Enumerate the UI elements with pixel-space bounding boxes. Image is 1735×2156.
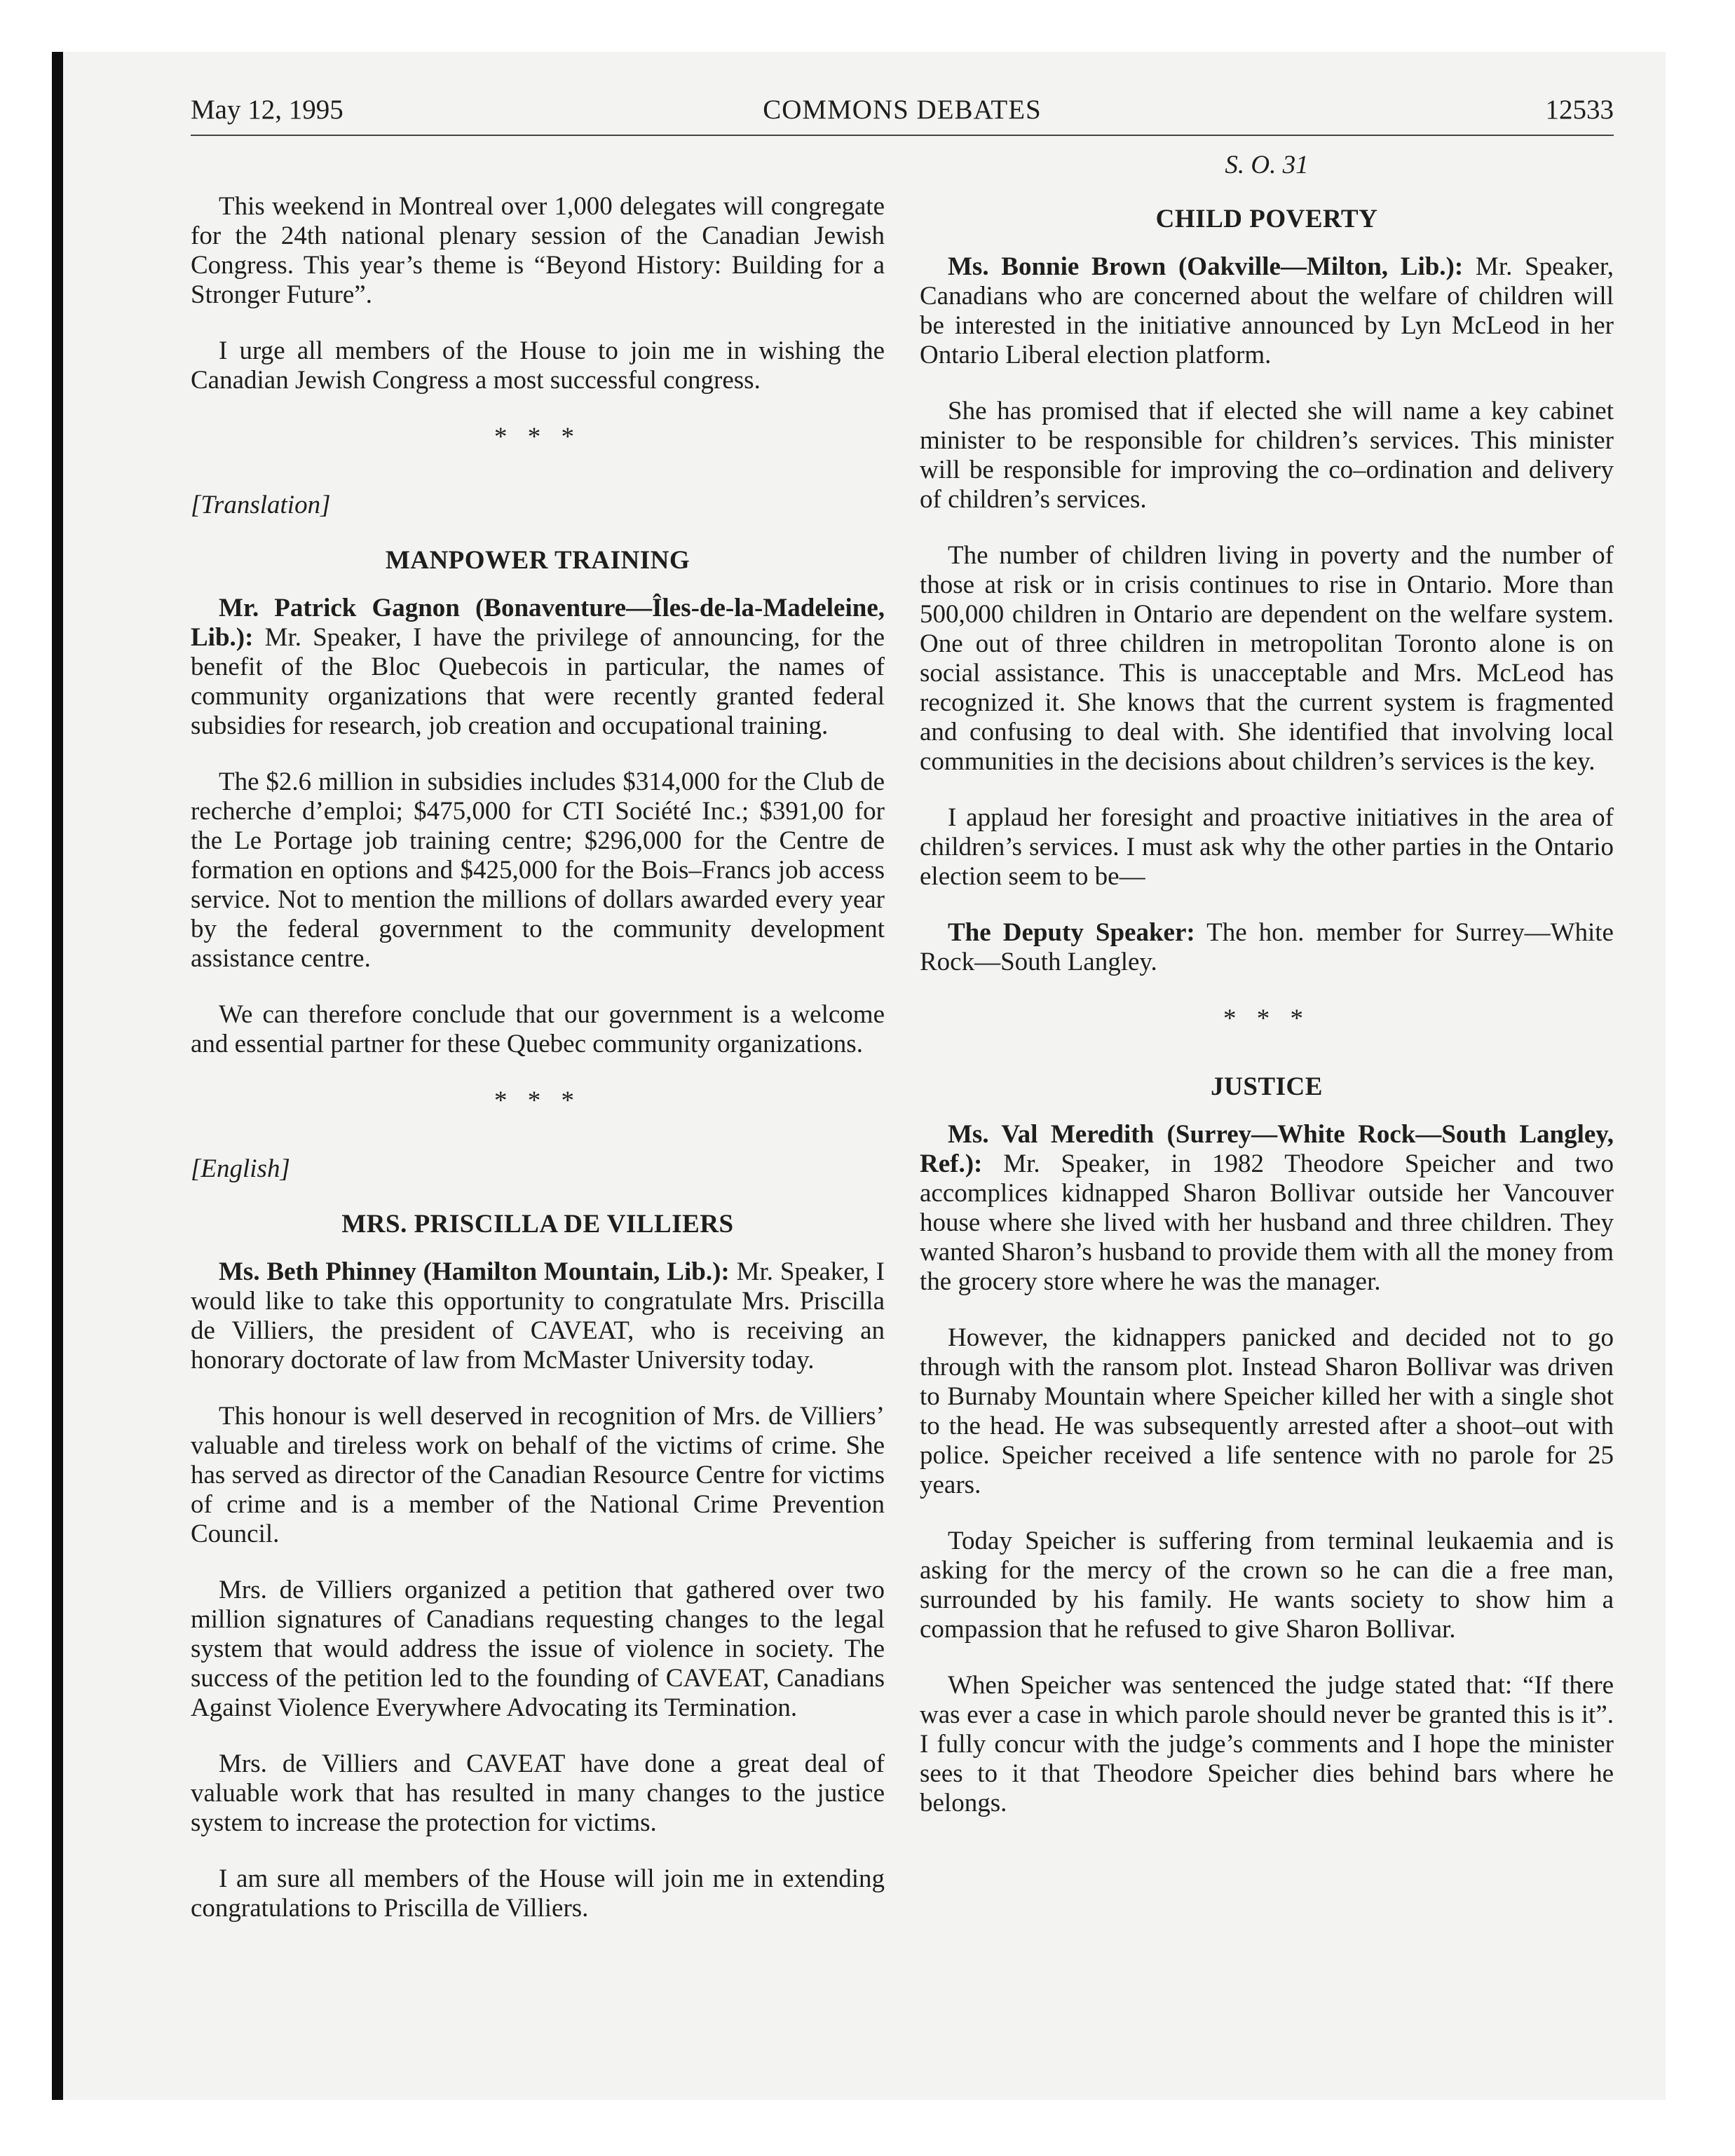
paragraph: This weekend in Montreal over 1,000 delegates will congregate for the 24th national plenary session of the Canadian Jewish Congress. This year’s theme is “Beyond History: Building for a Stronger Future”. bbox=[191, 192, 885, 309]
header-page-number: 12533 bbox=[1545, 95, 1614, 125]
section-heading: MANPOWER TRAINING bbox=[385, 546, 690, 575]
speech-paragraph bbox=[191, 594, 885, 741]
paragraph: We can therefore conclude that our government is a welcome and essential partner for these Quebec community organizations. bbox=[191, 1000, 885, 1058]
paragraph: When Speicher was sentenced the judge stated that: “If there was ever a case in which parole should never be granted this is it”. I fully concur with the judge’s comments and I hope the minister sees to it that Theodore Speicher dies behind bars where he belongs. bbox=[920, 1671, 1614, 1817]
speech-text: Mr. Speaker, in 1982 Theodore Speicher and two accomplices kidnapped Sharon Bollivar outside her Vancouver house where she lived with her husband and three children. They wanted Sharon’s husband to provide them with all the money from the grocery store where he was the manager. bbox=[920, 1149, 1614, 1296]
right-column bbox=[920, 150, 1614, 1845]
speech-paragraph bbox=[920, 918, 1614, 977]
speaker-name: Ms. Bonnie Brown (Oakville—Milton, Lib.): bbox=[948, 252, 1464, 281]
standing-order-label: S. O. 31 bbox=[1225, 151, 1309, 179]
paragraph: Mrs. de Villiers and CAVEAT have done a great deal of valuable work that has resulted in many changes to the justice system to increase the protection for victims. bbox=[191, 1749, 885, 1837]
section-heading: JUSTICE bbox=[1211, 1072, 1323, 1101]
section-separator: * * * bbox=[494, 423, 581, 451]
section-separator: * * * bbox=[494, 1086, 581, 1115]
header-date: May 12, 1995 bbox=[191, 95, 343, 125]
speaker-name: Ms. Beth Phinney (Hamilton Mountain, Lib.): bbox=[219, 1257, 730, 1286]
speaker-name: Mr. Patrick Gagnon (Bonaventure—Îles-de-la-Madeleine, Lib.): bbox=[191, 594, 885, 652]
left-column bbox=[191, 192, 885, 1950]
speech-paragraph bbox=[920, 252, 1614, 370]
paragraph: However, the kidnappers panicked and decided not to go through with the ransom plot. Instead Sharon Bollivar was driven to Burnaby Mountain where Speicher killed her with a single shot to the head. He was subsequently arrested after a shoot–out with police. Speicher received a life sentence with no parole for 25 years. bbox=[920, 1323, 1614, 1499]
section-heading: MRS. PRISCILLA DE VILLIERS bbox=[341, 1210, 734, 1239]
paragraph: Mrs. de Villiers organized a petition that gathered over two million signatures of Canadians requesting changes to the legal system that would address the issue of violence in society. The success of the petition led to the founding of CAVEAT, Canadians Against Violence Everywhere Advocating its Termination. bbox=[191, 1576, 885, 1722]
paragraph: She has promised that if elected she will name a key cabinet minister to be responsible for children’s services. This minister will be responsible for improving the co–ordination and delivery of children’s services. bbox=[920, 397, 1614, 514]
header-title: COMMONS DEBATES bbox=[763, 95, 1042, 125]
paragraph: I am sure all members of the House will join me in extending congratulations to Priscilla de Villiers. bbox=[191, 1864, 885, 1923]
paragraph: The $2.6 million in subsidies includes $314,000 for the Club de recherche d’emploi; $475,000 for CTI Société Inc.; $391,00 for the Le Portage job training centre; $296,000 for the Centre de formation en options and $425,000 for the Bois–Francs job access service. Not to mention the millions of dollars awarded every year by the federal government to the community development assistance centre. bbox=[191, 767, 885, 973]
paragraph: This honour is well deserved in recognition of Mrs. de Villiers’ valuable and tireless work on behalf of the victims of crime. She has served as director of the Canadian Resource Centre for victims of crime and is a member of the National Crime Prevention Council. bbox=[191, 1402, 885, 1548]
speech-text: Mr. Speaker, I have the privilege of announcing, for the benefit of the Bloc Quebecois in particular, the names of community organizations that were recently granted federal subsidies for research, job creation and occupational training. bbox=[191, 623, 885, 740]
section-heading: CHILD POVERTY bbox=[1155, 205, 1378, 233]
paragraph: Today Speicher is suffering from terminal leukaemia and is asking for the mercy of the crown so he can die a free man, surrounded by his family. He wants society to show him a compassion that he refused to give Sharon Bollivar. bbox=[920, 1527, 1614, 1644]
speech-text: Mr. Speaker, Canadians who are concerned about the welfare of children will be interested in the initiative announced by Lyn McLeod in her Ontario Liberal election platform. bbox=[920, 252, 1614, 369]
speech-paragraph bbox=[191, 1257, 885, 1375]
language-marker: [English] bbox=[191, 1154, 290, 1183]
speaker-name: The Deputy Speaker: bbox=[948, 918, 1195, 947]
scan-edge bbox=[52, 52, 63, 2100]
speech-text: Mr. Speaker, I would like to take this opportunity to congratulate Mrs. Priscilla de Villiers, the president of CAVEAT, who is receiving an honorary doctorate of law from McMaster University today. bbox=[191, 1257, 885, 1374]
paragraph: The number of children living in poverty and the number of those at risk or in crisis continues to rise in Ontario. More than 500,000 children in Ontario are dependent on the welfare system. One out of three children in metropolitan Toronto alone is on social assistance. This is unacceptable and Mrs. McLeod has recognized it. She knows that the current system is fragmented and confusing to deal with. She identified that involving local communities in the decisions about children’s services is the key. bbox=[920, 541, 1614, 776]
page-header bbox=[191, 84, 1614, 136]
section-separator: * * * bbox=[1223, 1004, 1310, 1033]
speech-text: The hon. member for Surrey—White Rock—South Langley. bbox=[920, 918, 1614, 976]
document-page bbox=[63, 52, 1666, 2100]
speech-paragraph bbox=[920, 1120, 1614, 1297]
language-marker: [Translation] bbox=[191, 491, 331, 519]
paragraph: I urge all members of the House to join me in wishing the Canadian Jewish Congress a most successful congress. bbox=[191, 336, 885, 395]
paragraph: I applaud her foresight and proactive initiatives in the area of children’s services. I must ask why the other parties in the Ontario election seem to be— bbox=[920, 803, 1614, 891]
speaker-name: Ms. Val Meredith (Surrey—White Rock—South Langley, Ref.): bbox=[920, 1120, 1614, 1178]
